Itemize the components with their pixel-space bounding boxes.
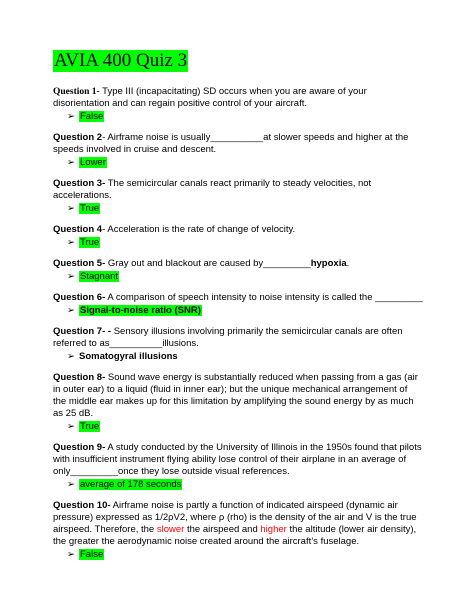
question-8 [53, 372, 423, 433]
answer-highlight: True [80, 421, 100, 432]
question-label: Question 7- - [53, 326, 112, 337]
question-label: Question 3- [53, 178, 106, 189]
question-text: Sound wave energy is substantially reduced when passing from a gas (air in outer ear) to a liquid (fluid in inner ear); but the unique mechanical arrangement of the middle ear makes up for this limitation by amplifying the sound energy by as much as 25 dB. [53, 372, 418, 419]
arrow-bullet-icon: ➢ [67, 421, 75, 432]
answer-highlight: False [80, 549, 104, 560]
question-text: - Airframe noise is usually__________at slower speeds and higher at the speeds involved in cruise and descent. [53, 132, 409, 155]
answer-row [67, 351, 423, 363]
question-text: - Acceleration is the rate of change of velocity. [102, 224, 296, 235]
answer-row [67, 237, 423, 249]
answer-highlight: Signal-to-noise ratio (SNR) [80, 305, 201, 316]
arrow-bullet-icon: ➢ [67, 237, 75, 248]
question-text-bold: hypoxia [310, 258, 347, 269]
answer-highlight: Stagnant [80, 271, 119, 282]
answer-row [67, 305, 423, 317]
question-text-end: the altitude (lower air density), the greater the aerodynamic noise created around the aircraft’s fuselage. [53, 524, 417, 547]
question-6 [53, 292, 423, 317]
question-label: Question 10- [53, 500, 111, 511]
question-text: Type III (incapacitating) SD occurs when you are aware of your disorientation and can regain positive control of your aircraft. [53, 86, 367, 109]
answer-row [67, 549, 423, 561]
question-label: Question 8- [53, 372, 106, 383]
question-text: The semicircular canals react primarily to steady velocities, not accelerations. [53, 178, 372, 201]
emphasis-slower: slower [156, 524, 185, 535]
answer-row [67, 421, 423, 433]
arrow-bullet-icon: ➢ [67, 111, 75, 122]
arrow-bullet-icon: ➢ [67, 305, 75, 316]
question-text: Gray out and blackout are caused by_________ [105, 258, 311, 269]
arrow-bullet-icon: ➢ [67, 157, 75, 168]
answer-row [67, 111, 423, 123]
question-label: Question 9- [53, 442, 106, 453]
arrow-bullet-icon: ➢ [67, 479, 75, 490]
answer-highlight: True [80, 203, 100, 214]
answer-text: Somatogyral illusions [79, 351, 178, 362]
question-text: A study conducted by the University of Illinois in the 1950s found that pilots with insufficient instrument flying ability lose control of their airplane in an average of only_________once they lose outside visual references. [53, 442, 422, 477]
question-label: Question 1- [53, 87, 100, 97]
question-text: Sensory illusions involving primarily the semicircular canals are often referred to as__________illusions. [53, 326, 403, 349]
arrow-bullet-icon: ➢ [67, 351, 75, 362]
question-5 [53, 258, 423, 283]
question-text: A comparison of speech intensity to noise intensity is called the _________ [105, 292, 423, 303]
answer-row [67, 271, 423, 283]
page-title: AVIA 400 Quiz 3 [54, 50, 188, 71]
question-label: Question 4 [53, 224, 103, 235]
question-4 [53, 224, 423, 249]
emphasis-higher: higher [260, 524, 287, 535]
question-2 [53, 132, 423, 169]
question-text-middle: the airspeed and [184, 524, 261, 535]
arrow-bullet-icon: ➢ [67, 203, 75, 214]
arrow-bullet-icon: ➢ [67, 271, 75, 282]
question-9 [53, 442, 423, 491]
arrow-bullet-icon: ➢ [67, 549, 75, 560]
question-label: Question 5- [53, 258, 106, 269]
answer-row [67, 203, 423, 215]
question-7 [53, 326, 423, 363]
question-label: Question 6- [53, 292, 106, 303]
answer-highlight: Lower [80, 157, 106, 168]
question-3 [53, 178, 423, 215]
answer-row [67, 157, 423, 169]
question-text-end: . [346, 258, 350, 269]
answer-highlight: average of 178 seconds [80, 479, 182, 490]
question-10 [53, 500, 423, 561]
answer-highlight: True [80, 237, 100, 248]
question-text: Airframe noise is partly a function of indicated airspeed (dynamic air pressure) expressed as 1/2ρV2, where ρ (rho) is the density of the air and V is the true airspeed. Therefore, the [53, 500, 417, 535]
question-label: Question 2 [53, 132, 103, 143]
question-1 [53, 86, 423, 123]
answer-row [67, 479, 423, 491]
answer-highlight: False [80, 111, 104, 122]
